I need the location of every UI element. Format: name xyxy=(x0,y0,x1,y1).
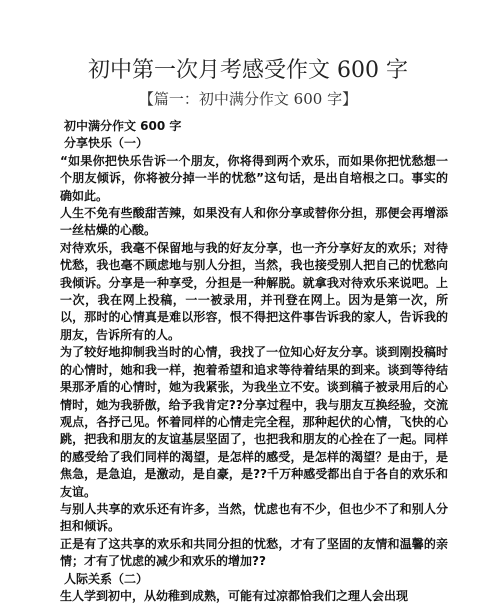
paragraph: 对待欢乐，我毫不保留地与我的好友分享，也一齐分享好友的欢乐；对待忧愁，我也毫不顾虑地与别人分担，当然，我也接受别人把自己的忧愁向我倾诉。分享是一种享受，分担是一种解脱。就拿我对待欢乐来说吧。上一次，我在网上投稿，一一被录用，并刊登在网上。因为是第一次，所以，那时的心情真是难以形容，恨不得把这件事告诉我的家人，告诉我的朋友，告诉所有的人。 xyxy=(60,240,448,342)
section-heading: 人际关系（二） xyxy=(64,571,149,586)
paragraph: 与别人共享的欢乐还有许多，当然，忧虑也有不少，但也少不了和别人分担和倾诉。 xyxy=(60,501,448,534)
section-heading: 分享快乐（一） xyxy=(64,136,149,151)
paragraph: 为了较好地抑制我当时的心情，我找了一位知心好友分享。谈到刚投稿时的心情时，她和我一样，抱着希望和追求等待着结果的到来。谈到等待结果那矛盾的心情时，她为我紧张，为我坐立不安。谈到稿子被录用后的心情时，她为我骄傲，给予我肯定??分享过程中，我与朋友互换经验，交流观点，各抒己见。怀着同样的心情走完全程，那种起伏的心情，飞快的心跳，把我和朋友的友谊基层坚固了，也把我和朋友的心拴在了一起。同样的感受给了我们同样的渴望，是怎样的感受，是怎样的渴望？是由于，是焦急，是急迫，是激动，是自豪，是??千万种感受都出自于各自的欢乐和友谊。 xyxy=(60,345,448,499)
paragraph: “如果你把快乐告诉一个朋友，你将得到两个欢乐，而如果你把忧愁想一个朋友倾诉，你将被分掉一半的忧愁”这句话，是出自培根之口。事实的确如此。 xyxy=(60,153,448,203)
section-heading: 初中满分作文 600 字 xyxy=(64,119,182,133)
paragraph: 正是有了这共享的欢乐和共同分担的忧愁，才有了坚固的友情和温馨的亲情；才有了忧虑的减少和欢乐的增加?? xyxy=(60,536,448,569)
paragraph: 人生不免有些酸甜苦辣，如果没有人和你分享或替你分担，那便会再增添一丝枯燥的心酸。 xyxy=(60,206,448,238)
document-title: 初中第一次月考感受作文 600 字 xyxy=(88,58,408,83)
document-subtitle: 【篇一：初中满分作文 600 字】 xyxy=(138,90,358,108)
paragraph: 生人学到初中，从幼稚到成熟，可能有过凉都恰我们之理人会出现 xyxy=(60,588,409,603)
document-body xyxy=(60,118,448,605)
